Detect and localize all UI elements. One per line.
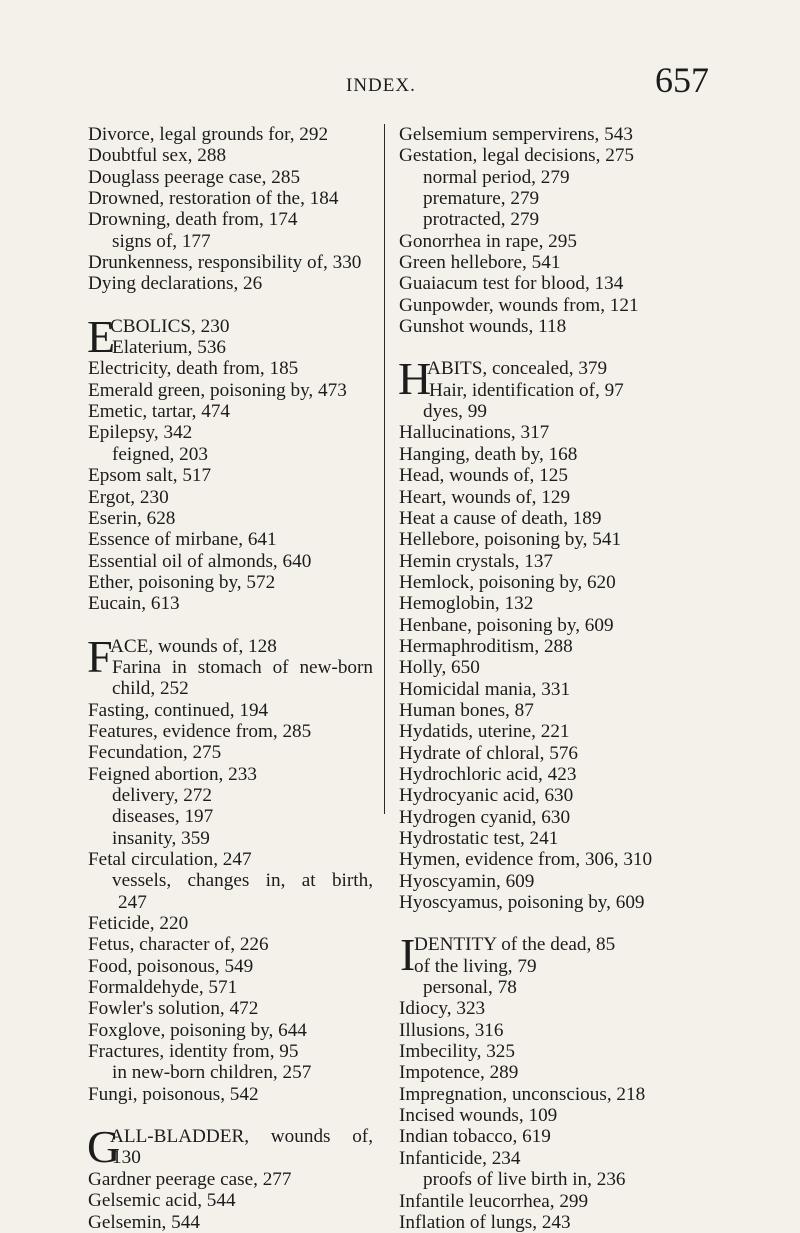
index-entry-lead: ABITS, concealed, 379 [427,358,608,380]
index-entry: Hyoscyamin, 609 [399,870,535,892]
index-entry: Inflation of lungs, 243 [399,1211,571,1233]
index-entry: Ergot, 230 [88,486,169,508]
index-entry: Hydrogen cyanid, 630 [399,806,571,828]
index-entry: Gestation, legal decisions, 275 [399,145,635,167]
index-entry: 130 [112,1147,141,1169]
index-entry: Douglass peerage case, 285 [88,166,301,188]
index-entry: Indian tobacco, 619 [399,1126,551,1148]
index-entry: Eserin, 628 [88,507,176,529]
index-group-g-continued [399,124,714,337]
index-entry: Infantile leucorrhea, 299 [399,1190,589,1212]
index-entry: Epilepsy, 342 [88,422,193,444]
index-entry: Drowning, death from, 174 [88,209,298,231]
index-entry: Gelsemic acid, 544 [88,1190,236,1212]
index-entry: Imbecility, 325 [399,1041,515,1063]
index-subentry: premature, 279 [423,188,540,210]
index-entry: Gelsemin, 544 [88,1211,200,1233]
index-entry: Hydrostatic test, 241 [399,828,559,849]
index-entry: Impotence, 289 [399,1062,519,1084]
index-entry: Fowler's solution, 472 [88,998,259,1020]
index-subentry: vessels, changes in, at birth, [112,870,373,892]
index-entry: Henbane, poisoning by, 609 [399,614,614,636]
index-entry: Gonorrhea in rape, 295 [399,230,577,252]
index-subentry: normal period, 279 [423,166,570,188]
index-entry: Infanticide, 234 [399,1147,521,1169]
index-subentry: in new-born children, 257 [112,1062,312,1084]
index-entry: Hallucinations, 317 [399,422,550,444]
index-entry: Incised wounds, 109 [399,1105,558,1127]
index-entry: Hydrochloric acid, 423 [399,763,577,785]
index-entry: Drunkenness, responsibility of, 330 [88,252,362,274]
index-entry: Fungi, poisonous, 542 [88,1083,259,1105]
index-entry: Hyoscyamus, poisoning by, 609 [399,892,645,914]
index-entry: Gelsemium sempervirens, 543 [399,124,633,145]
index-entry: Illusions, 316 [399,1019,504,1041]
index-subentry: diseases, 197 [112,806,214,828]
index-entry: Fecundation, 275 [88,742,222,764]
index-entry-lead: DENTITY of the dead, 85 [414,934,616,956]
index-subentry: feigned, 203 [112,443,208,465]
index-column-right [399,124,714,1233]
index-entry: Guaiacum test for blood, 134 [399,273,624,295]
index-entry: Food, poisonous, 549 [88,955,254,977]
index-entry: Hymen, evidence from, 306, 310 [399,849,653,871]
index-entry: Human bones, 87 [399,699,534,721]
drop-cap-e: E [87,310,116,362]
index-entry: Feigned abortion, 233 [88,763,257,785]
drop-cap-i: I [400,929,416,981]
index-subentry: proofs of live birth in, 236 [423,1169,626,1191]
index-entry: Foxglove, poisoning by, 644 [88,1019,307,1041]
index-entry: Hanging, death by, 168 [399,443,578,465]
index-entry: Farina in stomach of new-born [112,656,373,678]
drop-cap-g: G [87,1121,121,1173]
index-entry: Head, wounds of, 125 [399,465,568,487]
index-subentry: delivery, 272 [112,784,212,806]
page-header [0,58,800,102]
index-entry: Hemlock, poisoning by, 620 [399,571,616,593]
index-subentry: 247 [118,891,147,913]
index-entry: Essential oil of almonds, 640 [88,550,312,572]
index-entry: of the living, 79 [414,955,537,977]
index-entry: Elaterium, 536 [112,337,227,359]
index-entry: Hydrate of chloral, 576 [399,742,579,764]
index-group-d [88,124,373,295]
index-entry: Emetic, tartar, 474 [88,401,231,423]
index-entry-lead: ACE, wounds of, 128 [110,635,277,657]
index-entry: Epsom salt, 517 [88,465,212,487]
index-subentry: personal, 78 [423,977,517,999]
index-entry: Fetus, character of, 226 [88,934,269,956]
drop-cap-f: F [87,630,113,682]
index-entry: Hellebore, poisoning by, 541 [399,529,622,551]
index-entry: Features, evidence from, 285 [88,720,312,742]
index-entry: Eucain, 613 [88,593,180,615]
index-subentry: dyes, 99 [423,401,487,423]
index-entry: Homicidal mania, 331 [399,678,571,700]
running-head: INDEX. [346,75,416,96]
index-entry-lead: CBOLICS, 230 [110,315,230,337]
index-entry-lead: ALL-BLADDER, wounds of, [110,1126,373,1148]
page-number: 657 [655,60,709,100]
index-group-h [398,353,714,914]
index-entry: Dying declarations, 26 [88,273,263,295]
index-entry: Hermaphroditism, 288 [399,635,573,657]
index-entry: Green hellebore, 541 [399,252,561,274]
index-group-g [87,1121,373,1233]
index-entry: Emerald green, poisoning by, 473 [88,379,347,401]
index-entry: Fractures, identity from, 95 [88,1041,299,1063]
index-entry: Ether, poisoning by, 572 [88,571,276,593]
index-entry: Drowned, restoration of the, 184 [88,188,339,210]
index-entry: Fetal circulation, 247 [88,849,252,870]
index-entry: Electricity, death from, 185 [88,358,299,380]
index-group-f [87,630,373,1106]
index-entry: Fasting, continued, 194 [88,699,269,721]
index-group-i [399,929,714,1233]
index-entry: Feticide, 220 [88,913,189,935]
drop-cap-h: H [398,353,432,405]
index-entry: Hydatids, uterine, 221 [399,721,570,743]
index-subentry: insanity, 359 [112,827,210,849]
index-subentry: signs of, 177 [112,230,211,252]
index-entry: Gunpowder, wounds from, 121 [399,294,639,316]
index-subentry: protracted, 279 [423,209,540,231]
index-entry: Hair, identification of, 97 [429,379,624,401]
index-entry: Holly, 650 [399,657,480,679]
index-entry: Essence of mirbane, 641 [88,529,277,551]
index-group-e [87,310,373,615]
index-entry: Hydrocyanic acid, 630 [399,785,574,807]
index-entry: Gunshot wounds, 118 [399,316,567,338]
index-entry: Formaldehyde, 571 [88,977,238,999]
index-entry: Doubtful sex, 288 [88,145,227,167]
index-entry: Heat a cause of death, 189 [399,507,602,529]
index-entry: Idiocy, 323 [399,998,486,1020]
index-entry: Hemin crystals, 137 [399,550,554,572]
index-entry: Hemoglobin, 132 [399,593,534,615]
index-entry: Gardner peerage case, 277 [88,1168,292,1190]
index-entry: Heart, wounds of, 129 [399,486,571,508]
index-subentry: child, 252 [112,678,189,700]
column-divider [384,124,385,814]
index-column-left [88,124,373,1233]
index-entry: Impregnation, unconscious, 218 [399,1083,646,1105]
index-entry: Divorce, legal grounds for, 292 [88,124,329,145]
